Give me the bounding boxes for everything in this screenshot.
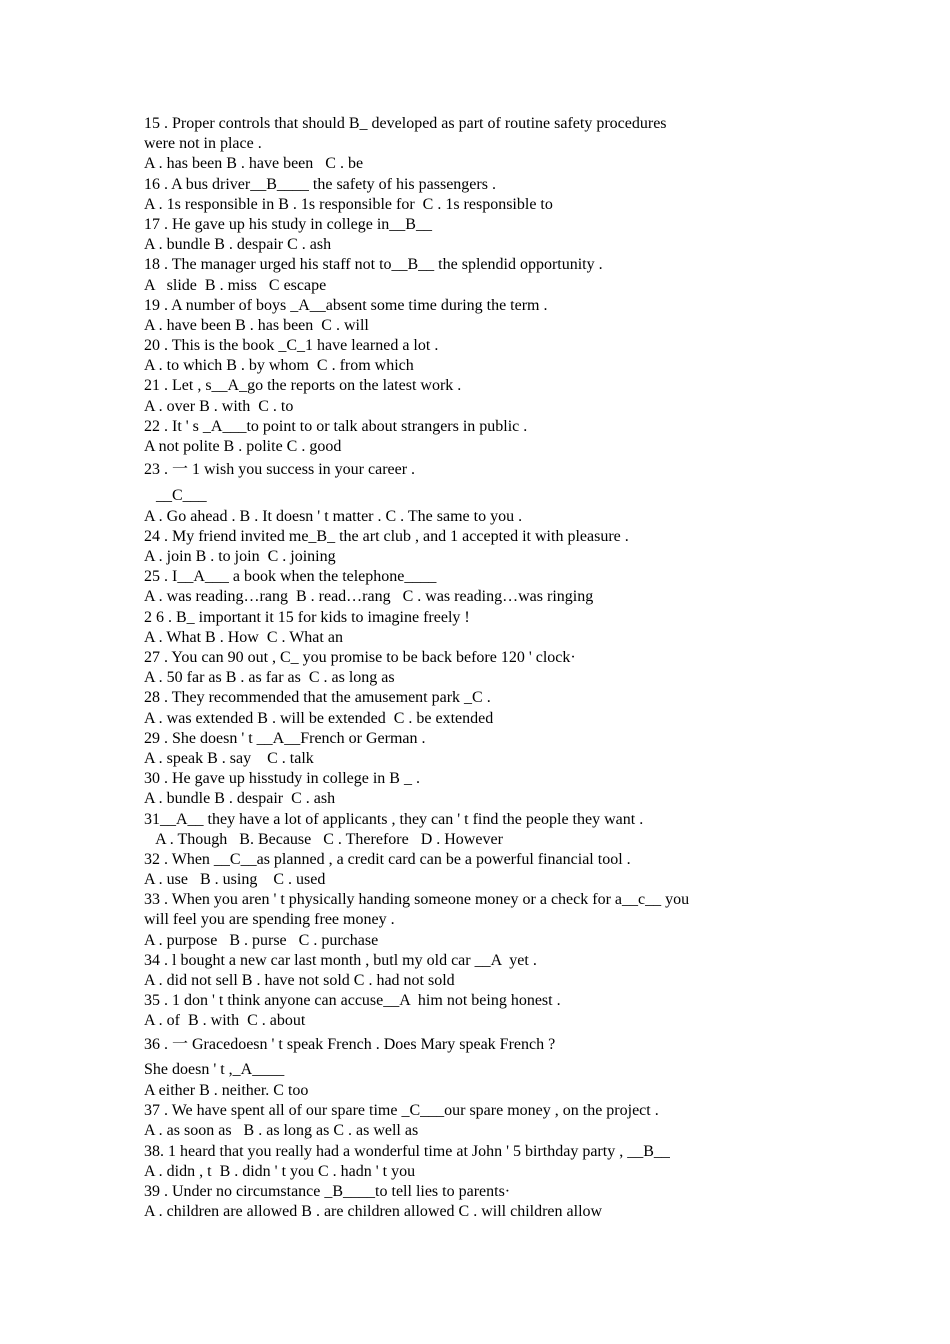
question-19-options: A . have been B . has been C . will [144, 316, 369, 334]
question-23: 23 . 一 1 wish you success in your career . [144, 461, 416, 479]
question-26: 2 6 . B_ important it 15 for kids to imagine freely ! [144, 608, 470, 626]
question-30-options: A . bundle B . despair C . ash [144, 790, 336, 808]
question-21: 21 . Let , s__A_go the reports on the latest work . [144, 377, 462, 395]
question-38: 38. 1 heard that you really had a wonderful time at John ' 5 birthday party , __B__ [144, 1142, 670, 1160]
question-37: 37 . We have spent all of our spare time _C___our spare money , on the project . [144, 1102, 659, 1120]
question-35-options: A . of B . with C . about [144, 1012, 306, 1030]
question-39: 39 . Under no circumstance _B____to tell lies to parents· [144, 1183, 511, 1200]
question-32-options: A . use B . using C . used [144, 871, 326, 889]
question-34: 34 . l bought a new car last month , butl my old car __A yet . [144, 951, 537, 969]
question-19: 19 . A number of boys _A__absent some time during the term . [144, 296, 548, 314]
question-33-line-1: 33 . When you aren ' t physically handing someone money or a check for a__c__ you [144, 891, 690, 909]
question-31-options: A . Though B. Because C . Therefore D . However [144, 830, 503, 848]
question-28-options: A . was extended B . will be extended C . be extended [144, 709, 494, 727]
question-18-options: A slide B . miss C escape [144, 276, 327, 294]
question-17-options: A . bundle B . despair C . ash [144, 236, 332, 254]
question-27: 27 . You can 90 out , C_ you promise to be back before 120 ' clock· [144, 649, 576, 666]
question-39-options: A . children are allowed B . are children allowed C . will children allow [144, 1203, 603, 1221]
question-16: 16 . A bus driver__B____ the safety of his passengers . [144, 175, 496, 193]
question-18: 18 . The manager urged his staff not to__B__ the splendid opportunity . [144, 256, 603, 274]
question-32: 32 . When __C__as planned , a credit card can be a powerful financial tool . [144, 850, 631, 868]
question-20-options: A . to which B . by whom C . from which [144, 357, 414, 375]
question-25-options: A . was reading…rang B . read…rang C . was reading…was ringing [144, 588, 594, 606]
question-31: 31__A__ they have a lot of applicants , they can ' t find the people they want . [144, 810, 644, 828]
question-30: 30 . He gave up hisstudy in college in B _ . [144, 770, 420, 788]
question-29: 29 . She doesn ' t __A__French or German . [144, 729, 426, 747]
question-17: 17 . He gave up his study in college in__B__ [144, 215, 432, 233]
question-22-options: A not polite B . polite C . good [144, 438, 342, 455]
question-38-options: A . didn , t B . didn ' t you C . hadn ' t you [144, 1162, 416, 1180]
question-33-line-2: will feel you are spending free money . [144, 911, 395, 929]
question-23-options: A . Go ahead . B . It doesn ' t matter . C . The same to you . [144, 507, 523, 525]
question-26-options: A . What B . How C . What an [144, 628, 343, 646]
question-36-options: A either B . neither. C too [144, 1082, 309, 1100]
question-27-options: A . 50 far as B . as far as C . as long as [144, 669, 395, 687]
question-24: 24 . My friend invited me_B_ the art club , and 1 accepted it with pleasure . [144, 527, 629, 545]
question-28: 28 . They recommended that the amusement park _C . [144, 689, 491, 707]
question-25: 25 . I__A___ a book when the telephone____ [144, 568, 437, 586]
question-16-options: A . 1s responsible in B . 1s responsible for C . 1s responsible to [144, 195, 553, 213]
question-33-options: A . purpose B . purse C . purchase [144, 931, 379, 949]
question-37-options: A . as soon as B . as long as C . as well as [144, 1122, 419, 1140]
question-20: 20 . This is the book _C_1 have learned a lot . [144, 337, 439, 355]
question-21-options: A . over B . with C . to [144, 397, 294, 415]
question-34-options: A . did not sell B . have not sold C . had not sold [144, 972, 455, 989]
question-22: 22 . It ' s _A___to point to or talk about strangers in public . [144, 417, 528, 435]
question-23-answer: __C___ [144, 486, 207, 504]
question-15-options: A . has been B . have been C . be [144, 155, 364, 173]
question-36: 36 . 一 Gracedoesn ' t speak French . Does Mary speak French ? [144, 1035, 556, 1053]
question-35: 35 . 1 don ' t think anyone can accuse__A him not being honest . [144, 992, 561, 1010]
question-29-options: A . speak B . say C . talk [144, 749, 314, 767]
question-15-line-2: were not in place . [144, 135, 262, 153]
question-24-options: A . join B . to join C . joining [144, 548, 336, 566]
question-15-line-1: 15 . Proper controls that should B_ developed as part of routine safety procedures [144, 115, 667, 132]
question-36-answer: She doesn ' t ,_A____ [144, 1061, 285, 1079]
document-page [144, 114, 784, 1222]
